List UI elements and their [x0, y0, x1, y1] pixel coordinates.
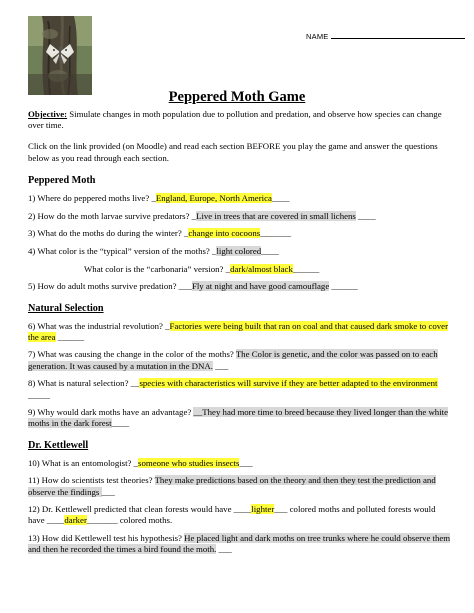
- answer-6: Factories were being built that ran on coal and that caused dark smoke to cover the area: [28, 320, 449, 342]
- question-text: 2) How do the moth larvae survive predators? _: [28, 210, 197, 221]
- section-heading-peppered-moth: Peppered Moth: [28, 174, 96, 186]
- question-text: 10) What is an entomologist? _: [28, 457, 139, 468]
- answer-blank: ____: [261, 245, 279, 256]
- answer-5: Fly at night and have good camouflage: [191, 281, 330, 292]
- objective-label: Objective:: [28, 109, 68, 119]
- question-1: [28, 193, 452, 204]
- question-5: [28, 281, 452, 292]
- question-text: 7) What was causing the change in the color of the moths?: [28, 349, 236, 360]
- answer-7: The Color is genetic, and the color was passed on to each generation. It was caused by a mutation in the DNA.: [28, 349, 438, 371]
- question-text: 1) Where do peppered moths live? _: [28, 192, 156, 203]
- question-9: [28, 407, 452, 429]
- objective: [28, 109, 452, 131]
- question-11: [28, 475, 452, 497]
- question-3: [28, 228, 452, 239]
- question-2: [28, 211, 452, 222]
- question-6: [28, 321, 452, 343]
- section-heading-natural-selection: Natural Selection: [28, 302, 104, 314]
- answer-11: They make predictions based on the theory and then they test the prediction and observe the findings: [28, 475, 436, 497]
- answer-12-lighter: lighter: [251, 504, 275, 515]
- question-text: 12) Dr. Kettlewell predicted that clean forests would have ____: [28, 504, 252, 515]
- answer-blank: _______: [260, 228, 291, 239]
- name-label: NAME: [306, 32, 329, 41]
- page-title: Peppered Moth Game: [168, 89, 306, 105]
- answer-blank: _____: [28, 389, 50, 400]
- question-text: 5) How do adult moths survive predation? ___: [28, 281, 192, 292]
- answer-4b: dark/almost black: [230, 263, 293, 274]
- name-field: [306, 30, 465, 41]
- question-7: [28, 349, 452, 371]
- question-10: [28, 458, 452, 469]
- question-8: [28, 378, 452, 400]
- moth-tree-illustration: [28, 16, 92, 95]
- answer-8: species with characteristics will survive if they are better adapted to the environment: [139, 378, 438, 389]
- moth-on-tree-photo: [28, 16, 92, 95]
- answer-blank: ___: [239, 457, 253, 468]
- worksheet-body: [28, 109, 452, 562]
- answer-2: Live in trees that are covered in small lichens: [196, 210, 356, 221]
- answer-blank: ___: [101, 486, 115, 497]
- answer-blank: _______ colored moths.: [86, 515, 173, 526]
- question-text: 4) What color is the “typical” version of the moths? _: [28, 245, 217, 256]
- question-text: ___ colored moths and polluted forests would have ____: [28, 504, 436, 526]
- answer-blank: ______: [55, 331, 85, 342]
- answer-blank: ____: [271, 192, 290, 203]
- answer-13: He placed light and dark moths on tree trunks where he could observe them and then he recorded the times a bird found the moth.: [28, 533, 451, 555]
- question-text: 8) What is natural selection? __: [28, 378, 140, 389]
- question-text: What color is the “carbonaria” version? _: [84, 263, 231, 274]
- question-text: 9) Why would dark moths have an advantage?: [28, 407, 194, 418]
- section-heading-kettlewell: Dr. Kettlewell: [28, 439, 89, 451]
- question-text: 3) What do the moths do during the winter? _: [28, 228, 189, 239]
- question-4: [28, 246, 452, 257]
- name-underline: [331, 30, 465, 39]
- question-text: 13) How did Kettlewell test his hypothesis?: [28, 533, 185, 544]
- question-text: 11) How do scientists test theories?: [28, 475, 155, 486]
- answer-blank: ____: [355, 210, 376, 221]
- answer-1: England, Europe, North America: [155, 192, 272, 203]
- question-12: [28, 504, 452, 526]
- answer-blank: ____: [111, 418, 130, 429]
- question-text: 6) What was the industrial revolution? _: [28, 320, 170, 331]
- answer-10: someone who studies insects: [138, 457, 240, 468]
- answer-blank: ______: [292, 263, 320, 274]
- answer-4: light colored: [216, 245, 262, 256]
- instructions: Click on the link provided (on Moodle) and read each section BEFORE you play the game and answer the questions below as you read through each section.: [28, 141, 438, 163]
- question-13: [28, 533, 452, 555]
- answer-9: __They had more time to breed because they lived longer than the white moths in the dark forest: [28, 407, 449, 429]
- answer-blank: ______: [329, 281, 358, 292]
- answer-blank: ___: [216, 544, 232, 555]
- answer-12-darker: darker: [64, 515, 87, 526]
- answer-3: change into cocoons: [188, 228, 261, 239]
- answer-blank: ___: [212, 360, 229, 371]
- objective-text: Simulate changes in moth population due to pollution and predation, and observe how species can change over time.: [28, 109, 442, 131]
- question-4b: [28, 264, 452, 275]
